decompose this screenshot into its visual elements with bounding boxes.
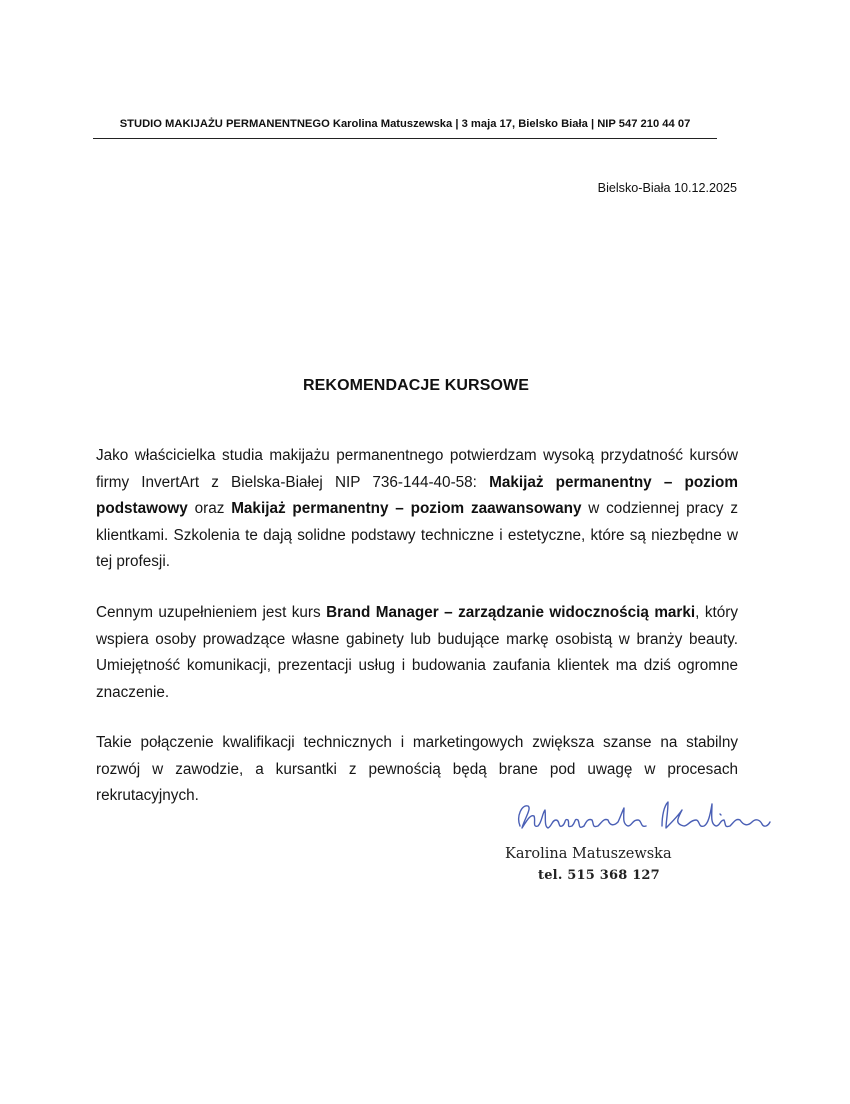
text: , który wspiera osoby prowadzące własne gabinety lub budujące markę osobistą w branży beauty. Umiejętność komunikacji, prezentacji usług i budowania zaufania klientek ma dziś ogromne znaczenie. <box>96 604 738 701</box>
text: oraz <box>187 500 232 517</box>
text: Cennym uzupełnieniem jest kurs <box>96 604 327 621</box>
course-name-advanced: Makijaż permanentny – poziom zaawansowany <box>231 500 582 517</box>
handwritten-signature <box>512 796 792 844</box>
text: Jako właścicielka studia makijażu permanentnego potwierdzam wysoką przydatność kursów firmy InvertArt z Bielska-Białej NIP 736-144-40-58: <box>96 447 738 491</box>
signature-icon <box>512 796 792 844</box>
signer-name: Karolina Matuszewska <box>505 846 672 862</box>
letterhead: STUDIO MAKIJAŻU PERMANENTNEGO Karolina Matuszewska | 3 maja 17, Bielsko Biała | NIP 547 210 44 07 <box>119 118 691 130</box>
paragraph-intro <box>96 443 738 576</box>
paragraph-brand-manager <box>96 600 738 706</box>
text: w codziennej pracy z klientkami. Szkolenia te dają solidne podstawy techniczne i estetyczne, które są niezbędne w tej profesji. <box>96 500 738 570</box>
text: Takie połączenie kwalifikacji technicznych i marketingowych zwiększa szanse na stabilny rozwój w zawodzie, a kursantki z pewnością będą brane pod uwagę w procesach rekrutacyjnych. <box>96 734 738 804</box>
letterhead-divider <box>93 138 717 139</box>
date-line: Bielsko-Biała 10.12.2025 <box>597 181 737 195</box>
document-title: REKOMENDACJE KURSOWE <box>302 377 529 394</box>
course-name-basic: Makijaż permanentny – poziom podstawowy <box>96 473 739 517</box>
course-name-brand-manager: Brand Manager – zarządzanie widocznością marki <box>326 604 696 621</box>
signer-phone: tel. 515 368 127 <box>538 868 660 883</box>
